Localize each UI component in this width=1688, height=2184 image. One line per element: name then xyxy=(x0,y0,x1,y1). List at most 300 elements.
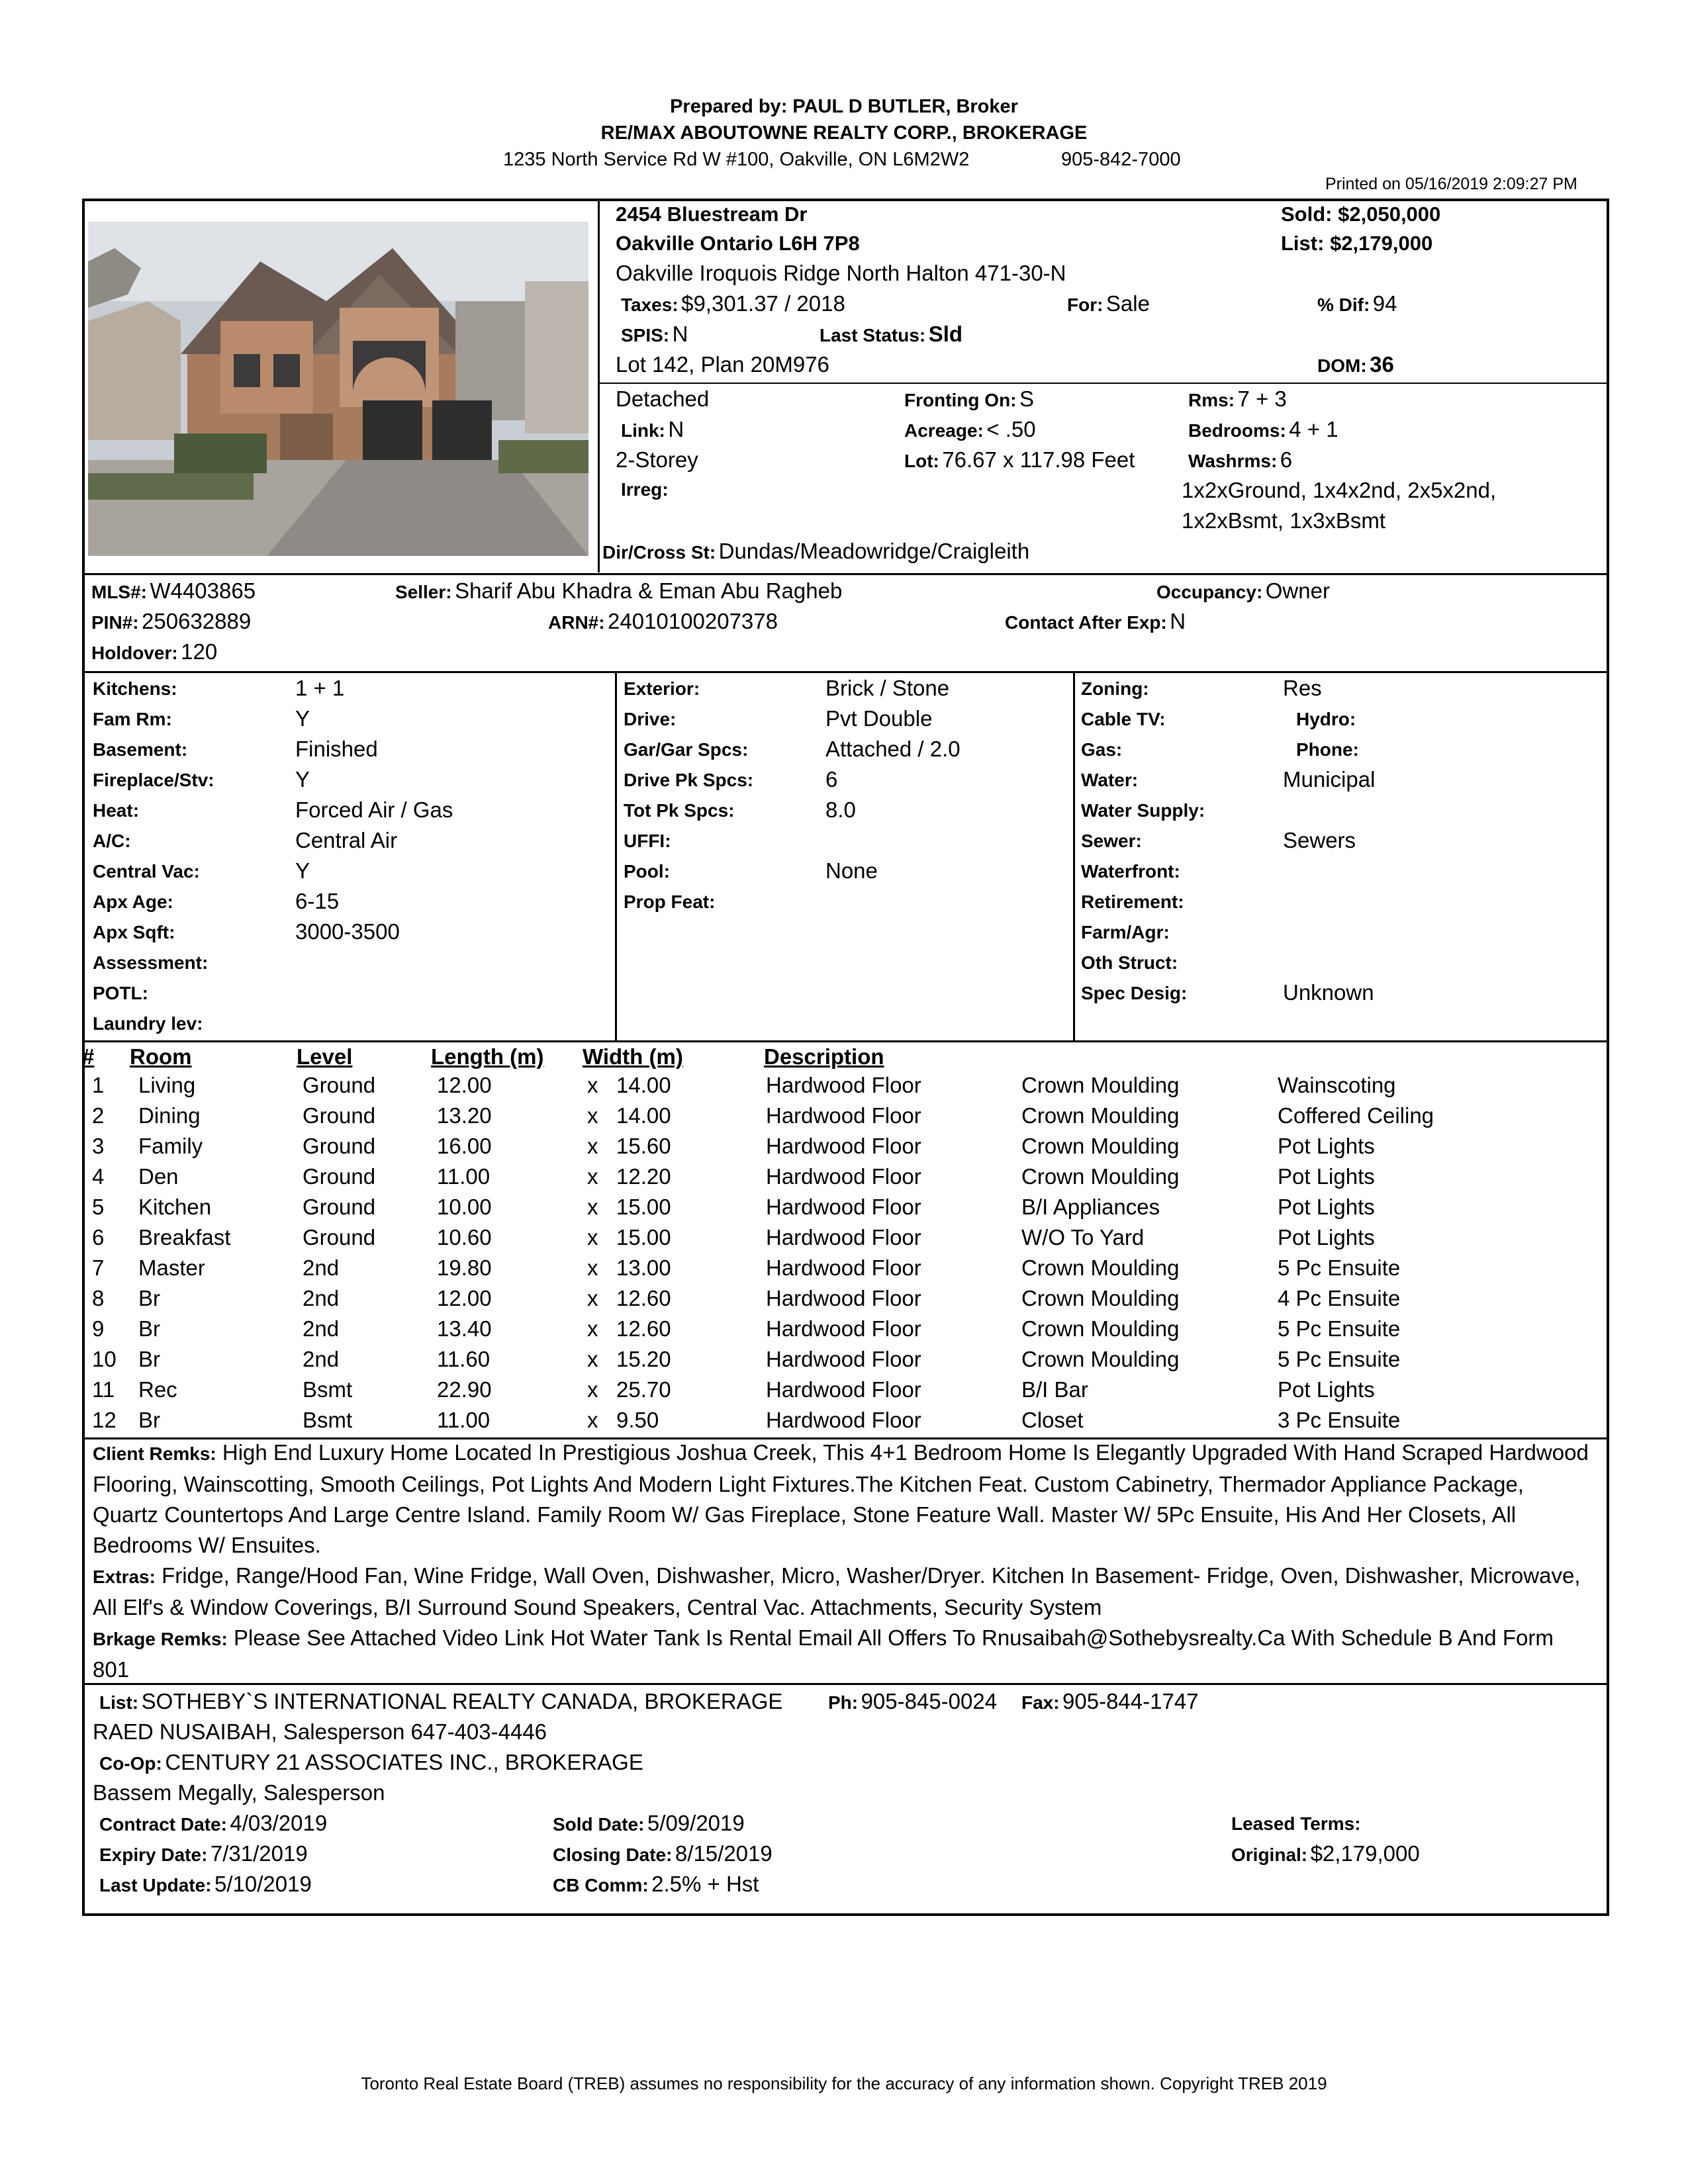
detail-value: Brick / Stone xyxy=(825,676,950,700)
detail-label: Pool: xyxy=(624,861,670,882)
room-cell-width: 12.20 xyxy=(616,1164,671,1189)
closing-date xyxy=(553,1841,773,1866)
last-status-field xyxy=(820,322,962,347)
lot-plan: Lot 142, Plan 20M976 xyxy=(616,352,829,377)
list-fax xyxy=(1021,1689,1199,1714)
room-cell-level: Ground xyxy=(303,1164,376,1189)
dif-value: 94 xyxy=(1372,291,1397,316)
detail-value: Y xyxy=(295,706,310,731)
detail-label: Spec Desig: xyxy=(1081,983,1188,1003)
coop-value: CENTURY 21 ASSOCIATES INC., BROKERAGE xyxy=(165,1750,643,1774)
detail-value: Pvt Double xyxy=(825,706,933,731)
photo-divider xyxy=(598,199,600,572)
room-cell-d1: Hardwood Floor xyxy=(766,1225,921,1250)
list-fax-value: 905-844-1747 xyxy=(1062,1689,1199,1713)
extras xyxy=(93,1561,1589,1623)
remarks xyxy=(93,1437,1589,1685)
room-cell-d3: Pot Lights xyxy=(1278,1225,1375,1250)
property-photo xyxy=(88,222,588,556)
detail-value: 1 + 1 xyxy=(295,676,345,700)
washrms-value: 6 xyxy=(1280,447,1293,472)
seller-value: Sharif Abu Khadra & Eman Abu Ragheb xyxy=(455,578,843,603)
detail-value: 6-15 xyxy=(295,889,340,913)
link-value: N xyxy=(668,417,684,441)
room-cell-level: Ground xyxy=(303,1225,376,1250)
room-cell-d2: Crown Moulding xyxy=(1021,1164,1180,1189)
arn-value: 24010100207378 xyxy=(608,609,778,633)
list-phone-value: 905-845-0024 xyxy=(861,1689,998,1713)
room-cell-width: 13.00 xyxy=(616,1255,671,1280)
room-cell-d1: Hardwood Floor xyxy=(766,1316,921,1341)
room-cell-room: Master xyxy=(138,1255,205,1280)
room-cell-width: 14.00 xyxy=(616,1073,671,1097)
client-remarks xyxy=(93,1437,1589,1561)
dircross-field xyxy=(602,539,1029,564)
rms-value: 7 + 3 xyxy=(1237,387,1287,411)
detail-label: Exterior: xyxy=(624,678,700,699)
taxes xyxy=(621,291,845,316)
occupancy-field xyxy=(1156,578,1330,604)
detail-label: A/C: xyxy=(93,831,131,851)
pin-label: PIN#: xyxy=(91,612,139,633)
room-cell-width: 12.60 xyxy=(616,1316,671,1341)
rule-rooms xyxy=(82,1040,1609,1042)
room-cell-d1: Hardwood Floor xyxy=(766,1164,921,1189)
room-cell-d3: Pot Lights xyxy=(1278,1134,1375,1158)
room-cell-room: Breakfast xyxy=(138,1225,231,1250)
detail-label: Oth Struct: xyxy=(1081,952,1178,973)
dom-label: DOM: xyxy=(1317,355,1367,376)
brokerage-remarks-text: Please See Attached Video Link Hot Water Tank Is Rental Email All Offers To Rnusaibah@Sothebysrealty.Ca With Schedule B And Form 801 xyxy=(93,1625,1554,1682)
link-field xyxy=(621,417,684,442)
room-cell-length: 12.00 xyxy=(437,1073,492,1097)
room-cell-x: x xyxy=(587,1164,598,1189)
bedrooms-value: 4 + 1 xyxy=(1289,417,1338,441)
sold-date-value: 5/09/2019 xyxy=(647,1811,745,1835)
list-brokerage-label: List: xyxy=(99,1692,139,1713)
original-price-value: $2,179,000 xyxy=(1310,1841,1420,1866)
detail-label: Apx Age: xyxy=(93,891,173,912)
pin-value: 250632889 xyxy=(142,609,252,633)
expiry-date-value: 7/31/2019 xyxy=(210,1841,308,1866)
room-cell-level: Bsmt xyxy=(303,1377,353,1402)
detail-label: Cable TV: xyxy=(1081,709,1166,729)
room-cell-d1: Hardwood Floor xyxy=(766,1255,921,1280)
room-cell-d3: 4 Pc Ensuite xyxy=(1278,1286,1401,1310)
detail-value: Forced Air / Gas xyxy=(295,797,453,822)
detail-label: Heat: xyxy=(93,800,140,821)
room-cell-d1: Hardwood Floor xyxy=(766,1286,921,1310)
room-cell-d2: Crown Moulding xyxy=(1021,1347,1180,1371)
room-cell-d2: Crown Moulding xyxy=(1021,1103,1180,1128)
room-cell-n: 4 xyxy=(92,1164,105,1189)
holdover-value: 120 xyxy=(181,639,218,664)
detail-label: Apx Sqft: xyxy=(93,922,175,942)
room-cell-d1: Hardwood Floor xyxy=(766,1408,921,1432)
room-cell-width: 15.00 xyxy=(616,1195,671,1219)
list-label: List: xyxy=(1281,232,1325,255)
room-cell-d2: B/I Appliances xyxy=(1021,1195,1160,1219)
contract-date-value: 4/03/2019 xyxy=(230,1811,328,1835)
contact-value: N xyxy=(1170,609,1186,633)
client-remarks-label: Client Remks: xyxy=(93,1443,216,1464)
room-cell-n: 1 xyxy=(92,1073,105,1097)
acreage-field xyxy=(904,417,1036,442)
room-cell-d2: W/O To Yard xyxy=(1021,1225,1145,1250)
holdover-field xyxy=(91,639,217,664)
coop-brokerage xyxy=(99,1750,643,1775)
expiry-date xyxy=(99,1841,308,1866)
lot-label: Lot: xyxy=(904,451,939,471)
room-cell-n: 9 xyxy=(92,1316,105,1341)
room-cell-room: Dining xyxy=(138,1103,201,1128)
list-brokerage xyxy=(99,1689,782,1714)
rule-ids xyxy=(82,573,1609,575)
detail-label: Kitchens: xyxy=(93,678,177,699)
rule-details xyxy=(82,671,1609,673)
detail-label: Gar/Gar Spcs: xyxy=(624,739,749,760)
room-cell-level: 2nd xyxy=(303,1316,340,1341)
spis-value: N xyxy=(672,322,688,346)
detail-label: Tot Pk Spcs: xyxy=(624,800,735,821)
detail-label: Gas: xyxy=(1081,739,1123,760)
washrms-field xyxy=(1188,447,1292,473)
room-cell-n: 7 xyxy=(92,1255,105,1280)
room-cell-d1: Hardwood Floor xyxy=(766,1377,921,1402)
occupancy-value: Owner xyxy=(1265,578,1330,603)
room-cell-x: x xyxy=(587,1377,598,1402)
room-cell-length: 13.20 xyxy=(437,1103,492,1128)
dif-field xyxy=(1317,291,1397,316)
room-cell-room: Living xyxy=(138,1073,196,1097)
contract-date xyxy=(99,1811,327,1836)
room-cell-x: x xyxy=(587,1225,598,1250)
detail-label: Waterfront: xyxy=(1081,861,1180,882)
for-field xyxy=(1067,291,1150,316)
detail-label: Prop Feat: xyxy=(624,891,716,912)
link-label: Link: xyxy=(621,420,665,441)
detail-label: Zoning: xyxy=(1081,678,1149,699)
room-cell-d3: Wainscoting xyxy=(1278,1073,1396,1097)
room-cell-x: x xyxy=(587,1408,598,1432)
detail-label: POTL: xyxy=(93,983,148,1003)
prepared-by: Prepared by: PAUL D BUTLER, Broker xyxy=(670,96,1018,117)
sold-value: $2,050,000 xyxy=(1338,203,1441,226)
room-cell-x: x xyxy=(587,1134,598,1158)
list-phone xyxy=(828,1689,997,1714)
bedrooms-label: Bedrooms: xyxy=(1188,420,1286,441)
room-cell-d2: Closet xyxy=(1021,1408,1084,1432)
room-cell-d1: Hardwood Floor xyxy=(766,1134,921,1158)
detail-label: Water Supply: xyxy=(1081,800,1205,821)
coop-agent: Bassem Megally, Salesperson xyxy=(93,1780,385,1805)
room-cell-room: Br xyxy=(138,1408,160,1432)
contact-field xyxy=(1005,609,1186,634)
brokerage-remarks xyxy=(93,1623,1589,1685)
fronting-value: S xyxy=(1019,387,1034,411)
room-cell-d3: 5 Pc Ensuite xyxy=(1278,1255,1401,1280)
bottom-rule xyxy=(82,1913,1609,1916)
room-cell-x: x xyxy=(587,1316,598,1341)
sold-price xyxy=(1281,203,1440,226)
room-name-header: Room xyxy=(130,1044,192,1069)
seller-label: Seller: xyxy=(395,582,452,602)
room-cell-room: Kitchen xyxy=(138,1195,212,1219)
room-cell-d3: Pot Lights xyxy=(1278,1377,1375,1402)
room-cell-d1: Hardwood Floor xyxy=(766,1195,921,1219)
room-cell-level: 2nd xyxy=(303,1255,340,1280)
cb-comm-value: 2.5% + Hst xyxy=(651,1872,759,1896)
listing-street: 2454 Bluestream Dr xyxy=(616,203,808,226)
detail-label: Farm/Agr: xyxy=(1081,922,1170,942)
room-cell-d2: Crown Moulding xyxy=(1021,1255,1180,1280)
detail-label: Retirement: xyxy=(1081,891,1184,912)
room-cell-room: Br xyxy=(138,1316,160,1341)
room-cell-d3: Pot Lights xyxy=(1278,1195,1375,1219)
dom-value: 36 xyxy=(1370,352,1394,377)
details-divider-2 xyxy=(1073,671,1075,1042)
closing-date-value: 8/15/2019 xyxy=(675,1841,773,1866)
room-cell-d2: Crown Moulding xyxy=(1021,1286,1180,1310)
rms-field xyxy=(1188,387,1287,412)
room-cell-d2: Crown Moulding xyxy=(1021,1316,1180,1341)
cb-comm xyxy=(553,1872,759,1897)
detail-value: Unknown xyxy=(1283,980,1374,1005)
room-cell-length: 22.90 xyxy=(437,1377,492,1402)
room-cell-x: x xyxy=(587,1103,598,1128)
detail-value: Central Air xyxy=(295,828,398,852)
list-price xyxy=(1281,232,1432,255)
detail-value: Sewers xyxy=(1283,828,1356,852)
detail-value: Attached / 2.0 xyxy=(825,737,961,761)
dif-label: % Dif: xyxy=(1317,295,1370,315)
room-cell-d3: 5 Pc Ensuite xyxy=(1278,1316,1401,1341)
last-update xyxy=(99,1872,312,1897)
room-cell-n: 5 xyxy=(92,1195,105,1219)
room-cell-level: Ground xyxy=(303,1103,376,1128)
room-cell-d2: Crown Moulding xyxy=(1021,1073,1180,1097)
room-cell-d3: 3 Pc Ensuite xyxy=(1278,1408,1401,1432)
sold-date-label: Sold Date: xyxy=(553,1814,645,1835)
rule-type xyxy=(600,383,1609,384)
room-cell-length: 10.60 xyxy=(437,1225,492,1250)
room-cell-width: 15.60 xyxy=(616,1134,671,1158)
room-cell-d3: Coffered Ceiling xyxy=(1278,1103,1434,1128)
washroom-detail-2: 1x2xBsmt, 1x3xBsmt xyxy=(1182,508,1386,533)
room-cell-x: x xyxy=(587,1347,598,1371)
detail-label: Water: xyxy=(1081,770,1139,790)
rms-label: Rms: xyxy=(1188,390,1235,410)
last-status-label: Last Status: xyxy=(820,325,926,345)
room-cell-d1: Hardwood Floor xyxy=(766,1103,921,1128)
detail-label: Fam Rm: xyxy=(93,709,172,729)
bedrooms-field xyxy=(1188,417,1338,442)
detail-value: Hydro: xyxy=(1296,709,1356,729)
detail-label: Laundry lev: xyxy=(93,1013,203,1034)
detail-label: Central Vac: xyxy=(93,861,200,882)
brokerage-remarks-label: Brkage Remks: xyxy=(93,1629,228,1649)
room-cell-width: 15.00 xyxy=(616,1225,671,1250)
listing-city: Oakville Ontario L6H 7P8 xyxy=(616,232,860,255)
detail-label: Drive: xyxy=(624,709,677,729)
room-cell-room: Rec xyxy=(138,1377,177,1402)
for-label: For: xyxy=(1067,295,1103,315)
room-cell-x: x xyxy=(587,1195,598,1219)
room-cell-n: 11 xyxy=(92,1377,115,1402)
sold-date xyxy=(553,1811,745,1836)
room-cell-width: 9.50 xyxy=(616,1408,659,1432)
acreage-value: < .50 xyxy=(986,417,1036,441)
room-cell-n: 12 xyxy=(92,1408,117,1432)
expiry-date-label: Expiry Date: xyxy=(99,1844,208,1865)
mls-value: W4403865 xyxy=(150,578,256,603)
listing-area xyxy=(616,261,1066,286)
room-cell-x: x xyxy=(587,1255,598,1280)
detail-label: UFFI: xyxy=(624,831,671,851)
irreg-label: Irreg: xyxy=(621,479,669,500)
room-cell-d1: Hardwood Floor xyxy=(766,1073,921,1097)
room-cell-width: 15.20 xyxy=(616,1347,671,1371)
detail-label: Fireplace/Stv: xyxy=(93,770,214,790)
sold-label: Sold: xyxy=(1281,203,1333,226)
right-rule xyxy=(1607,199,1609,1916)
room-cell-level: 2nd xyxy=(303,1286,340,1310)
leased-terms-label: Leased Terms: xyxy=(1231,1813,1361,1834)
room-cell-room: Br xyxy=(138,1286,160,1310)
lot-value: 76.67 x 117.98 Feet xyxy=(942,447,1135,472)
coop-label: Co-Op: xyxy=(99,1753,162,1774)
list-fax-label: Fax: xyxy=(1021,1692,1060,1713)
property-type: Detached xyxy=(616,387,710,411)
detail-value: 3000-3500 xyxy=(295,919,400,944)
detail-value: Y xyxy=(295,767,310,792)
printed-date: Printed on 05/16/2019 2:09:27 PM xyxy=(1325,175,1577,193)
room-cell-length: 13.40 xyxy=(437,1316,492,1341)
room-cell-x: x xyxy=(587,1073,598,1097)
taxes-value: $9,301.37 / 2018 xyxy=(681,291,845,316)
detail-value: Phone: xyxy=(1296,739,1359,760)
washrms-label: Washrms: xyxy=(1188,451,1278,471)
detail-value: 8.0 xyxy=(825,797,856,822)
arn-label: ARN#: xyxy=(548,612,605,633)
room-cell-n: 8 xyxy=(92,1286,105,1310)
room-cell-level: 2nd xyxy=(303,1347,340,1371)
room-cell-level: Ground xyxy=(303,1134,376,1158)
extras-label: Extras: xyxy=(93,1567,156,1587)
brokerage-phone: 905-842-7000 xyxy=(1061,149,1181,170)
room-cell-n: 2 xyxy=(92,1103,105,1128)
list-phone-label: Ph: xyxy=(828,1692,859,1713)
room-cell-width: 14.00 xyxy=(616,1103,671,1128)
list-value: $2,179,000 xyxy=(1330,232,1433,255)
disclaimer: Toronto Real Estate Board (TREB) assumes no responsibility for the accuracy of any information shown. Copyright TREB 2019 xyxy=(361,2073,1327,2093)
extras-text: Fridge, Range/Hood Fan, Wine Fridge, Wall Oven, Dishwasher, Micro, Washer/Dryer. Kitchen In Basement- Fridge, Oven, Dishwasher, Microwave, All Elf's & Window Coverings, B/I Surround Sound Speakers, Central Vac. Attachments, Security System xyxy=(93,1563,1581,1619)
fronting-label: Fronting On: xyxy=(904,390,1017,410)
lot-field xyxy=(904,447,1135,473)
client-remarks-text: High End Luxury Home Located In Prestigious Joshua Creek, This 4+1 Bedroom Home Is Elegantly Upgraded With Hand Scraped Hardwood Flooring, Wainscotting, Smooth Ceilings, Pot Lights And Modern Light Fixtures.The Kitchen Feat. Custom Cabinetry, Thermador Appliance Package, Quartz Countertops And Large Centre Island. Family Room W/ Gas Fireplace, Stone Feature Wall. Master W/ 5Pc Ensuite, His And Her Closets, All Bedrooms W/ Ensuites. xyxy=(93,1440,1589,1557)
room-description-header: Description xyxy=(764,1044,884,1069)
detail-value: Finished xyxy=(295,737,378,761)
list-brokerage-value: SOTHEBY`S INTERNATIONAL REALTY CANADA, BROKERAGE xyxy=(141,1689,783,1713)
detail-value: None xyxy=(825,858,878,883)
dom-field xyxy=(1317,352,1394,377)
room-cell-level: Ground xyxy=(303,1195,376,1219)
cb-comm-label: CB Comm: xyxy=(553,1875,649,1895)
room-cell-width: 25.70 xyxy=(616,1377,671,1402)
detail-label: Drive Pk Spcs: xyxy=(624,770,754,790)
room-cell-width: 12.60 xyxy=(616,1286,671,1310)
room-cell-length: 11.00 xyxy=(437,1164,491,1189)
room-level-header: Level xyxy=(297,1044,353,1069)
room-cell-n: 3 xyxy=(92,1134,105,1158)
room-cell-length: 12.00 xyxy=(437,1286,492,1310)
brokerage-name: RE/MAX ABOUTOWNE REALTY CORP., BROKERAGE xyxy=(600,122,1088,144)
detail-value: Y xyxy=(295,858,310,883)
for-value: Sale xyxy=(1105,291,1150,316)
room-cell-d2: Crown Moulding xyxy=(1021,1134,1180,1158)
original-price xyxy=(1231,1841,1420,1866)
dircross-label: Dir/Cross St: xyxy=(602,542,716,563)
room-cell-x: x xyxy=(587,1286,598,1310)
pin-field xyxy=(91,609,251,634)
acreage-label: Acreage: xyxy=(904,420,984,441)
closing-date-label: Closing Date: xyxy=(553,1844,673,1865)
room-cell-n: 10 xyxy=(92,1347,117,1371)
dircross-value: Dundas/Meadowridge/Craigleith xyxy=(718,539,1030,563)
holdover-label: Holdover: xyxy=(91,643,178,663)
contract-date-label: Contract Date: xyxy=(99,1814,227,1835)
detail-label: Basement: xyxy=(93,739,188,760)
room-cell-n: 6 xyxy=(92,1225,105,1250)
room-cell-length: 10.00 xyxy=(437,1195,492,1219)
room-cell-d1: Hardwood Floor xyxy=(766,1347,921,1371)
property-style: 2-Storey xyxy=(616,447,698,472)
room-cell-d3: 5 Pc Ensuite xyxy=(1278,1347,1401,1371)
last-status-value: Sld xyxy=(928,322,963,346)
fronting-field xyxy=(904,387,1034,412)
room-cell-length: 16.00 xyxy=(437,1134,492,1158)
last-update-value: 5/10/2019 xyxy=(214,1872,312,1896)
arn-field xyxy=(548,609,778,634)
last-update-label: Last Update: xyxy=(99,1875,212,1895)
listing-area-text: Oakville Iroquois Ridge North Halton 471-30-N xyxy=(616,261,1066,285)
spis-label: SPIS: xyxy=(621,325,670,345)
spis-field xyxy=(621,322,688,347)
room-cell-level: Bsmt xyxy=(303,1408,353,1432)
room-cell-d3: Pot Lights xyxy=(1278,1164,1375,1189)
washroom-detail-1: 1x2xGround, 1x4x2nd, 2x5x2nd, xyxy=(1182,478,1497,502)
room-cell-level: Ground xyxy=(303,1073,376,1097)
room-cell-room: Family xyxy=(138,1134,203,1158)
detail-value: Municipal xyxy=(1283,767,1376,792)
list-agent: RAED NUSAIBAH, Salesperson 647-403-4446 xyxy=(93,1719,547,1744)
detail-value: 6 xyxy=(825,767,838,792)
mls-label: MLS#: xyxy=(91,582,147,602)
occupancy-label: Occupancy: xyxy=(1156,582,1263,602)
detail-value: Res xyxy=(1283,676,1322,700)
original-price-label: Original: xyxy=(1231,1844,1308,1865)
seller-field xyxy=(395,578,842,604)
room-width-header: Width (m) xyxy=(583,1044,683,1069)
room-cell-room: Br xyxy=(138,1347,160,1371)
details-divider-1 xyxy=(615,671,617,1042)
mls-field xyxy=(91,578,256,604)
room-length-header: Length (m) xyxy=(431,1044,544,1069)
contact-label: Contact After Exp: xyxy=(1005,612,1167,633)
room-cell-room: Den xyxy=(138,1164,179,1189)
brokerage-address: 1235 North Service Rd W #100, Oakville, ON L6M2W2 xyxy=(503,149,970,170)
detail-label: Sewer: xyxy=(1081,831,1142,851)
